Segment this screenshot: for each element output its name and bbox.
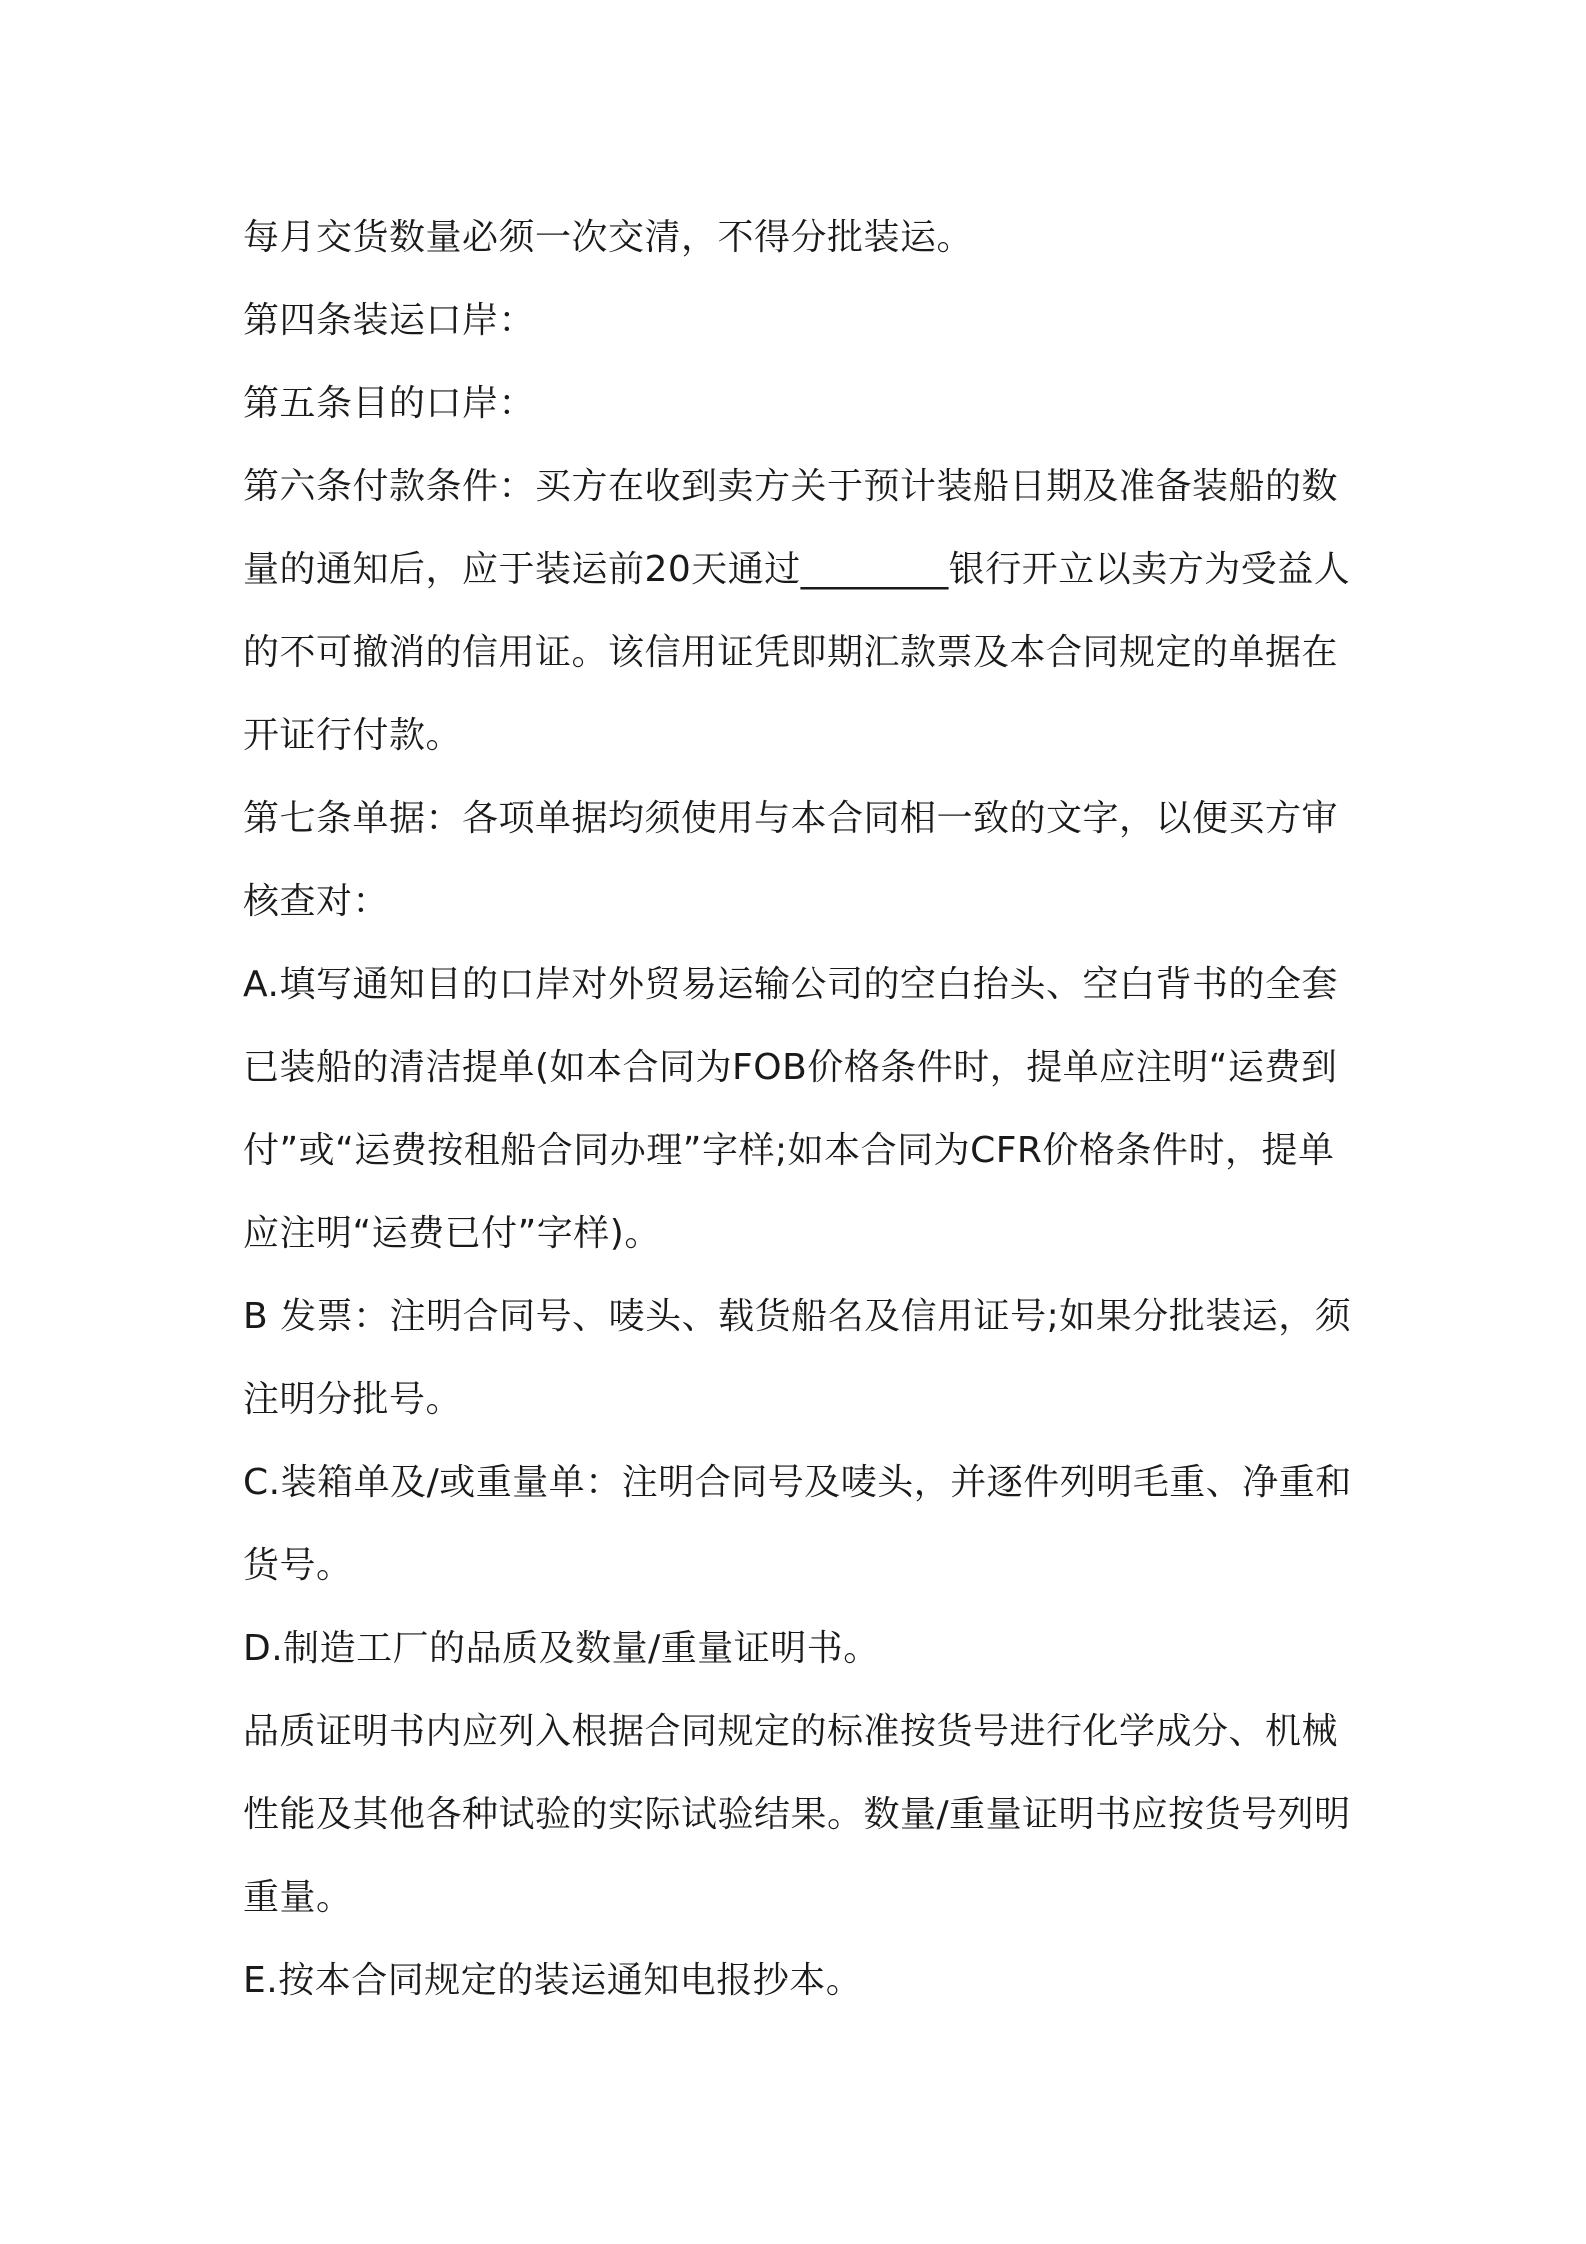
- paragraph-item-b-invoice: B 发票：注明合同号、唛头、载货船名及信用证号;如果分批装运，须注明分批号。: [243, 1296, 1352, 1420]
- paragraph-item-a-bill-of-lading: A.填写通知目的口岸对外贸易运输公司的空白抬头、空白背书的全套已装船的清洁提单(如本合同为FOB价格条件时，提单应注明“运费到付”或“运费按租船合同办理”字样;如本合同为CFR价格条件时，提单应注明“运费已付”字样)。: [243, 964, 1338, 1254]
- paragraph-article-5-destination-port: 第五条目的口岸：: [243, 383, 536, 424]
- paragraph-certificate-details: 品质证明书内应列入根据合同规定的标准按货号进行化学成分、机械性能及其他各种试验的实际试验结果。数量/重量证明书应按货号列明重量。: [243, 1711, 1351, 1918]
- paragraph-article-4-loading-port: 第四条装运口岸：: [243, 300, 536, 341]
- paragraph-delivery-quantity: 每月交货数量必须一次交清，不得分批装运。: [243, 217, 974, 258]
- paragraph-item-c-packing-list: C.装箱单及/或重量单：注明合同号及唛头，并逐件列明毛重、净重和货号。: [243, 1462, 1352, 1586]
- document-body: [243, 196, 1363, 2022]
- paragraph-article-7-documents: 第七条单据：各项单据均须使用与本合同相一致的文字，以便买方审核查对：: [243, 798, 1339, 922]
- paragraph-item-e-shipping-advice: E.按本合同规定的装运通知电报抄本。: [243, 1960, 863, 2001]
- paragraph-article-6-payment-terms: 第六条付款条件：买方在收到卖方关于预计装船日期及准备装船的数量的通知后，应于装运前20天通过________银行开立以卖方为受益人的不可撤消的信用证。该信用证凭即期汇款票及本合同规定的单据在开证行付款。: [243, 466, 1351, 756]
- paragraph-item-d-certificate: D.制造工厂的品质及数量/重量证明书。: [243, 1628, 880, 1669]
